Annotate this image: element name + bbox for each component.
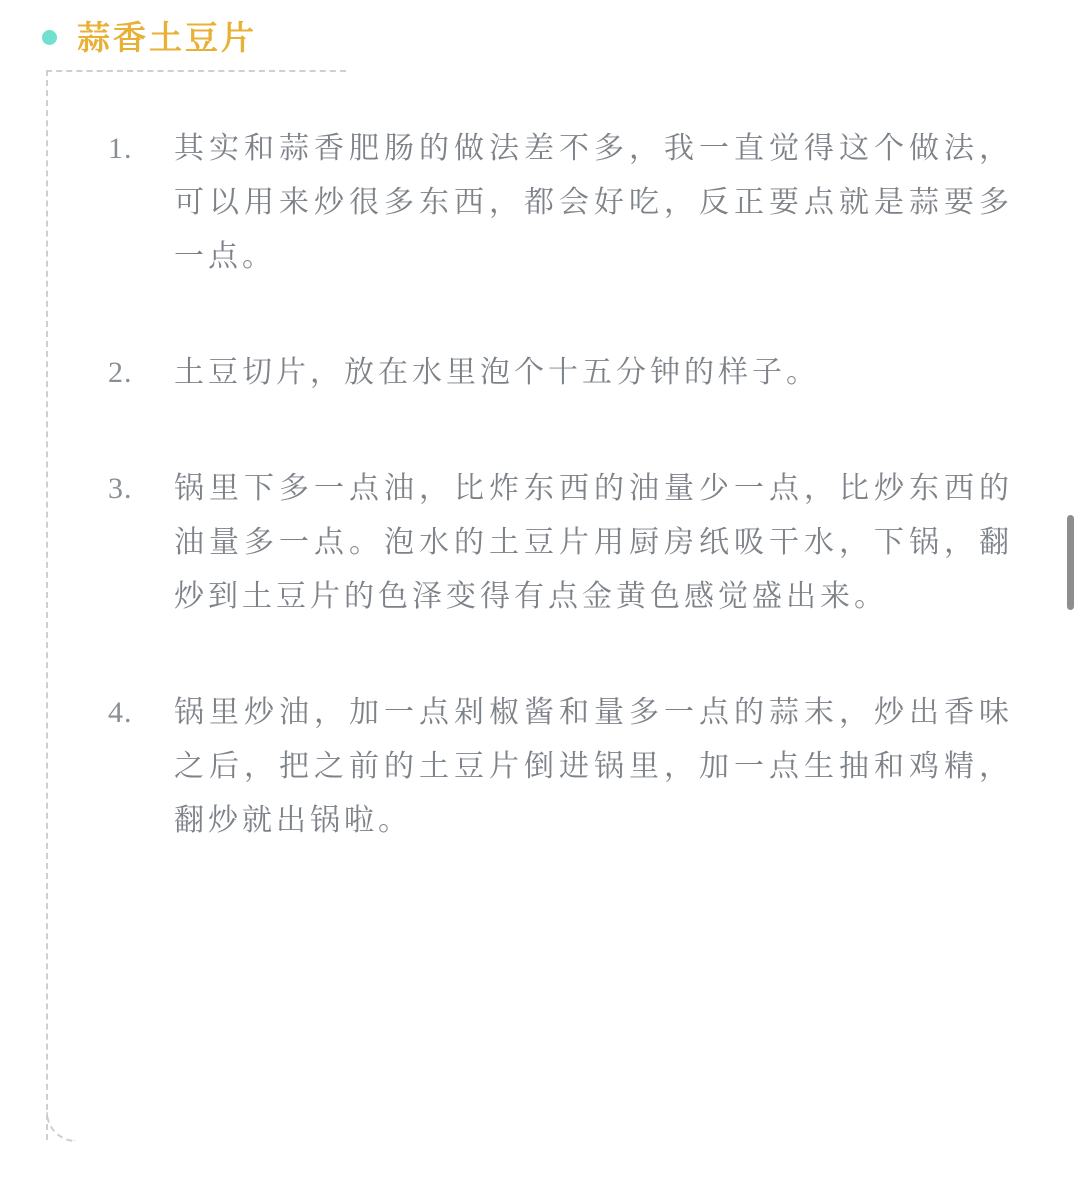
frame-left-border [46, 70, 48, 1140]
page-title [0, 0, 1080, 56]
list-item [108, 346, 1013, 400]
scrollbar[interactable] [1069, 0, 1077, 1189]
step-number: 3. [108, 472, 133, 505]
frame-bottom-left-corner [46, 1112, 76, 1142]
step-text: 锅里下多一点油，比炸东西的油量少一点，比炒东西的油量多一点。泡水的土豆片用厨房纸吸干水，下锅，翻炒到土豆片的色泽变得有点金黄色感觉盛出来。 [174, 472, 1013, 613]
step-text: 锅里炒油，加一点剁椒酱和量多一点的蒜末，炒出香味之后，把之前的土豆片倒进锅里，加一点生抽和鸡精，翻炒就出锅啦。 [174, 696, 1013, 837]
recipe-steps-list [108, 122, 1013, 848]
frame-top-border [46, 70, 346, 72]
step-text: 土豆切片，放在水里泡个十五分钟的样子。 [174, 356, 820, 389]
step-number: 1. [108, 132, 133, 165]
page-title-label: 蒜香土豆片 [77, 18, 257, 56]
dot-icon [42, 30, 57, 45]
list-item [108, 686, 1013, 848]
step-number: 2. [108, 356, 133, 389]
list-item [108, 122, 1013, 284]
step-number: 4. [108, 696, 133, 729]
step-text: 其实和蒜香肥肠的做法差不多，我一直觉得这个做法，可以用来炒很多东西，都会好吃，反正要点就是蒜要多一点。 [174, 132, 1013, 273]
list-item [108, 462, 1013, 624]
scrollbar-thumb[interactable] [1067, 515, 1074, 610]
